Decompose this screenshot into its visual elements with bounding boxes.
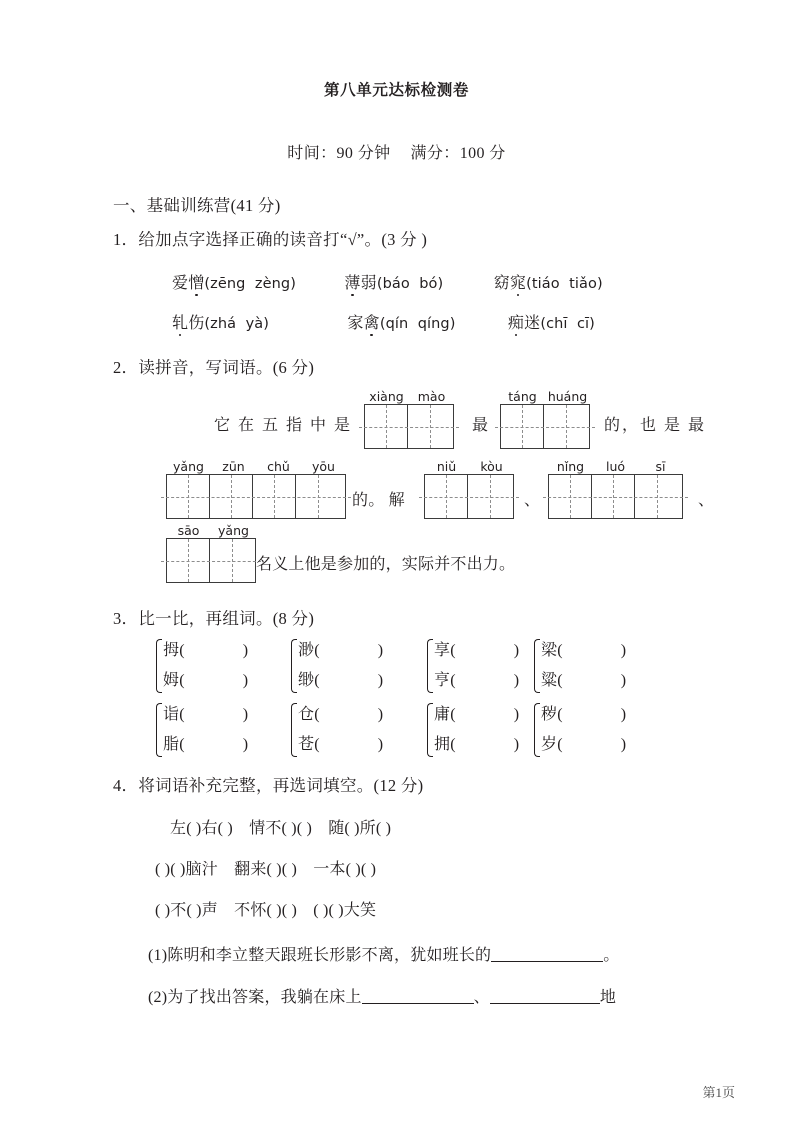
- q3-pair-line[interactable]: 拇( ): [163, 642, 249, 659]
- brace-icon: [153, 700, 162, 760]
- grid-cell[interactable]: [253, 475, 296, 518]
- q3-pair-line[interactable]: 缈( ): [298, 672, 384, 689]
- grid-cell[interactable]: [468, 475, 511, 518]
- q2-line1-postfix: 的，也 是 最: [604, 417, 707, 434]
- tianzige-2cell[interactable]: [166, 538, 256, 583]
- q3-pair-line[interactable]: 秽( ): [541, 706, 627, 723]
- tianzige-2cell[interactable]: [364, 404, 454, 449]
- q1-item: 轧伤(zhá yà): [172, 315, 269, 332]
- brace-icon: [531, 636, 540, 696]
- grid-cell[interactable]: [408, 405, 451, 448]
- grid-cell[interactable]: [210, 539, 253, 582]
- q3-pair-line[interactable]: 脂( ): [163, 736, 249, 753]
- grid-cell[interactable]: [635, 475, 678, 518]
- q3-pair-line[interactable]: 庸( ): [434, 706, 520, 723]
- q3-pair-line[interactable]: 梁( ): [541, 642, 627, 659]
- answer-blank[interactable]: [362, 989, 474, 1004]
- q3-pair-line[interactable]: 岁( ): [541, 736, 627, 753]
- q3-pair-group-5: [153, 700, 248, 760]
- q1-item: 窈窕(tiáo tiǎo): [494, 275, 603, 292]
- q2-grid-4-pinyin: niǔ kòu: [436, 459, 503, 474]
- q4-idiom-row-2[interactable]: ( )( )脑汁 翻来( )( ) 一本( )( ): [155, 861, 377, 878]
- question-3-heading: 3．比一比，再组词。(8 分): [113, 609, 315, 628]
- q3-pair-group-7: [424, 700, 519, 760]
- brace-icon: [424, 700, 433, 760]
- tianzige-3cell[interactable]: [548, 474, 683, 519]
- q2-grid-4[interactable]: [424, 457, 514, 519]
- time-label: 时间：90 分钟: [287, 145, 391, 162]
- q3-pair-line[interactable]: 享( ): [434, 642, 520, 659]
- grid-cell[interactable]: [549, 475, 592, 518]
- q4-idiom-row-1[interactable]: 左( )右( ) 情不( )( ) 随( )所( ): [170, 820, 392, 837]
- q3-pair-line[interactable]: 仓( ): [298, 706, 384, 723]
- q2-line3-postfix: 名义上他是参加的，实际并不出力。: [256, 556, 516, 573]
- grid-cell[interactable]: [365, 405, 408, 448]
- brace-icon: [424, 636, 433, 696]
- q2-separator-2: 、: [698, 492, 715, 509]
- q4-blank-sentence-2: [148, 984, 616, 1007]
- q3-pair-line[interactable]: 苍( ): [298, 736, 384, 753]
- q1-item: 家禽(qín qíng): [347, 315, 455, 332]
- q4-sentence-2-end: 地: [599, 989, 617, 1006]
- q4-blank-sentence-1: [148, 942, 619, 965]
- q2-grid-2-pinyin: táng huáng: [508, 389, 588, 404]
- grid-cell[interactable]: [425, 475, 468, 518]
- q2-grid-1[interactable]: [364, 387, 454, 449]
- q2-grid-5[interactable]: [548, 457, 683, 519]
- q3-pair-line[interactable]: 粱( ): [541, 672, 627, 689]
- q2-separator-1: 、: [524, 492, 541, 509]
- answer-blank[interactable]: [490, 989, 600, 1004]
- brace-icon: [288, 700, 297, 760]
- q2-grid-5-pinyin: nǐng luó sī: [556, 459, 666, 474]
- tianzige-2cell[interactable]: [424, 474, 514, 519]
- q2-grid-6-pinyin: sāo yǎng: [177, 523, 249, 538]
- score-label: 满分：100 分: [410, 145, 506, 162]
- exam-meta: [0, 140, 793, 163]
- q2-grid-1-pinyin: xiàng mào: [369, 389, 446, 404]
- q3-pair-group-3: [424, 636, 519, 696]
- q3-pair-group-6: [288, 700, 383, 760]
- q4-sentence-1-text: (1)陈明和李立整天跟班长形影不离，犹如班长的: [148, 947, 492, 964]
- grid-cell[interactable]: [544, 405, 587, 448]
- q2-grid-2[interactable]: [500, 387, 590, 449]
- q4-sentence-1-end: 。: [603, 947, 620, 964]
- grid-cell[interactable]: [501, 405, 544, 448]
- q3-pair-line[interactable]: 渺( ): [298, 642, 384, 659]
- grid-cell[interactable]: [210, 475, 253, 518]
- q3-pair-group-1: [153, 636, 248, 696]
- q4-sentence-2-sep: 、: [473, 989, 490, 1006]
- q2-line2-middle: 的。 解: [352, 492, 405, 509]
- q2-line1-middle: 最: [472, 417, 489, 434]
- q1-item: 薄弱(báo bó): [344, 275, 443, 292]
- grid-cell[interactable]: [592, 475, 635, 518]
- answer-blank[interactable]: [491, 947, 603, 962]
- q3-pair-line[interactable]: 诣( ): [163, 706, 249, 723]
- q3-pair-group-4: [531, 636, 626, 696]
- page-title: 第八单元达标检测卷: [324, 82, 469, 99]
- page-number: 第1页: [702, 1085, 735, 1100]
- q2-grid-3[interactable]: [166, 457, 346, 519]
- question-4-heading: 4．将词语补充完整，再选词填空。(12 分): [113, 776, 424, 795]
- q1-row-2: [172, 310, 595, 333]
- brace-icon: [288, 636, 297, 696]
- grid-cell[interactable]: [167, 475, 210, 518]
- q3-pair-line[interactable]: 姆( ): [163, 672, 249, 689]
- q4-idiom-row-3[interactable]: ( )不( )声 不怀( )( ) ( )( )大笑: [155, 902, 377, 919]
- tianzige-2cell[interactable]: [500, 404, 590, 449]
- q3-pair-line[interactable]: 拥( ): [434, 736, 520, 753]
- tianzige-4cell[interactable]: [166, 474, 346, 519]
- q4-sentence-2-text: (2)为了找出答案，我躺在床上: [148, 989, 362, 1006]
- brace-icon: [153, 636, 162, 696]
- q2-line1-prefix: 它 在 五 指 中 是: [214, 417, 353, 434]
- q2-grid-3-pinyin: yǎng zūn chǔ yōu: [173, 459, 335, 474]
- grid-cell[interactable]: [167, 539, 210, 582]
- grid-cell[interactable]: [296, 475, 339, 518]
- q3-pair-group-2: [288, 636, 383, 696]
- brace-icon: [531, 700, 540, 760]
- q1-item: 爱憎(zēng zèng): [172, 275, 296, 292]
- section-heading-1: 一、基础训练营(41 分): [113, 196, 281, 215]
- q1-row-1: [172, 270, 603, 293]
- question-2-heading: 2．读拼音，写词语。(6 分): [113, 358, 315, 377]
- q3-pair-group-8: [531, 700, 626, 760]
- q3-pair-line[interactable]: 亨( ): [434, 672, 520, 689]
- question-1-heading: 1．给加点字选择正确的读音打“√”。(3 分 ): [113, 230, 428, 249]
- q2-grid-6[interactable]: [166, 521, 256, 583]
- q1-item: 痴迷(chī cī): [508, 315, 595, 332]
